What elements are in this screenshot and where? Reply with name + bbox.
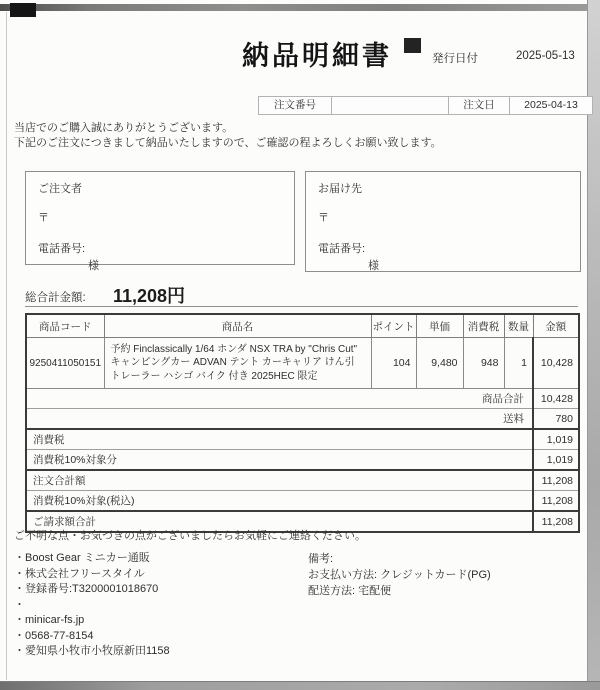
shipto-phone-label: 電話番号: (318, 243, 366, 255)
seller-address: ・愛知県小牧市小牧原新田1158 (14, 645, 170, 657)
issue-date-label: 発行日付 (432, 53, 478, 65)
seller-shop-name: ・Boost Gear ミニカー通販 (14, 552, 150, 564)
summary-row-order-total (26, 470, 579, 491)
order-date-label: 注文日 (448, 96, 510, 115)
shipto-honorific: 様 (368, 260, 379, 272)
summary-row-tax10-base (26, 450, 579, 471)
shipto-postal-mark: 〒 (318, 212, 329, 224)
order-date-value: 2025-04-13 (509, 96, 593, 115)
summary-value: 11,208 (533, 470, 579, 491)
shipto-box (305, 171, 581, 272)
payment-method: お支払い方法: クレジットカード(PG) (308, 569, 491, 581)
summary-label: 送料 (26, 409, 533, 430)
col-header-points: ポイント (371, 314, 416, 338)
item-qty: 1 (504, 338, 533, 389)
summary-label: 消費税 (26, 429, 533, 450)
item-points: 104 (371, 338, 416, 389)
summary-label: 消費税10%対象(税込) (26, 491, 533, 512)
col-header-amount: 金額 (533, 314, 579, 338)
summary-value: 1,019 (533, 429, 579, 450)
greeting-text (14, 121, 442, 151)
summary-value: 10,428 (533, 389, 579, 409)
summary-value: 11,208 (533, 511, 579, 532)
orderer-phone-label: 電話番号: (38, 243, 86, 255)
seller-phone: ・0568-77-8154 (14, 629, 94, 642)
seller-registration-number: ・登録番号:T3200001018670 (14, 583, 159, 595)
summary-label: 注文合計額 (26, 470, 533, 491)
col-header-unit-price: 単価 (416, 314, 463, 338)
scan-artifact-mark (10, 3, 36, 17)
grand-total-label: 総合計金額: (25, 292, 86, 304)
summary-label: ご請求額合計 (26, 511, 533, 532)
item-code: 9250411050151 (26, 338, 104, 389)
orderer-honorific: 様 (88, 260, 99, 272)
scan-artifact-mark (404, 38, 421, 53)
summary-row-shipping (26, 409, 579, 430)
summary-value: 1,019 (533, 450, 579, 471)
summary-row-tax (26, 429, 579, 450)
item-amount: 10,428 (533, 338, 579, 389)
greeting-line-2: 下記のご注文につきまして納品いたしますので、ご確認の程よろしくお願い致します。 (14, 137, 442, 149)
greeting-line-1: 当店でのご購入誠にありがとうございます。 (14, 122, 234, 134)
item-unit-price: 9,480 (416, 338, 463, 389)
summary-value: 11,208 (533, 491, 579, 512)
divider-line (25, 306, 578, 307)
seller-company-name: ・株式会社フリースタイル (14, 567, 145, 580)
col-header-tax: 消費税 (463, 314, 504, 338)
scan-left-edge (6, 12, 7, 680)
orderer-box (25, 171, 295, 272)
summary-row-item-subtotal (26, 389, 579, 409)
scan-top-edge (0, 4, 600, 11)
col-header-qty: 数量 (504, 314, 533, 338)
grand-total-value: 11,208円 (113, 286, 186, 306)
item-name: 予約 Finclassically 1/64 ホンダ NSX TRA by "Chris Cut" キャンピングカー ADVAN テント カーキャリア けん引 トレーラー ハシゴ バイク 付き 2025HEC 限定 (104, 338, 371, 389)
summary-label: 消費税10%対象分 (26, 450, 533, 471)
seller-website: ・minicar-fs.jp (14, 614, 85, 626)
col-header-product-code: 商品コード (26, 314, 104, 338)
item-row (26, 338, 579, 389)
summary-label: 商品合計 (26, 389, 533, 409)
payment-info-block (308, 551, 491, 599)
issue-date-value: 2025-05-13 (516, 50, 575, 62)
order-number-value (331, 96, 449, 115)
orderer-postal-mark: 〒 (38, 212, 49, 224)
remarks-label: 備考: (308, 553, 334, 565)
orderer-box-title: ご注文者 (38, 183, 82, 195)
scan-bottom-edge (0, 681, 600, 690)
order-number-label: 注文番号 (258, 96, 332, 115)
item-tax: 948 (463, 338, 504, 389)
order-info-row (258, 96, 593, 115)
col-header-product-name: 商品名 (104, 314, 371, 338)
page-title: 納品明細書 (242, 41, 392, 71)
summary-value: 780 (533, 409, 579, 430)
contact-note: ご不明な点・お気づきの点がございましたらお気軽にご連絡ください。 (14, 530, 366, 542)
seller-empty-bullet: ・ (14, 598, 25, 611)
summary-row-tax10-incl (26, 491, 579, 512)
items-table-header-row (26, 314, 579, 338)
items-table (25, 313, 580, 533)
seller-info-block (14, 551, 170, 660)
shipto-box-title: お届け先 (318, 183, 362, 195)
shipping-method: 配送方法: 宅配便 (308, 585, 392, 597)
